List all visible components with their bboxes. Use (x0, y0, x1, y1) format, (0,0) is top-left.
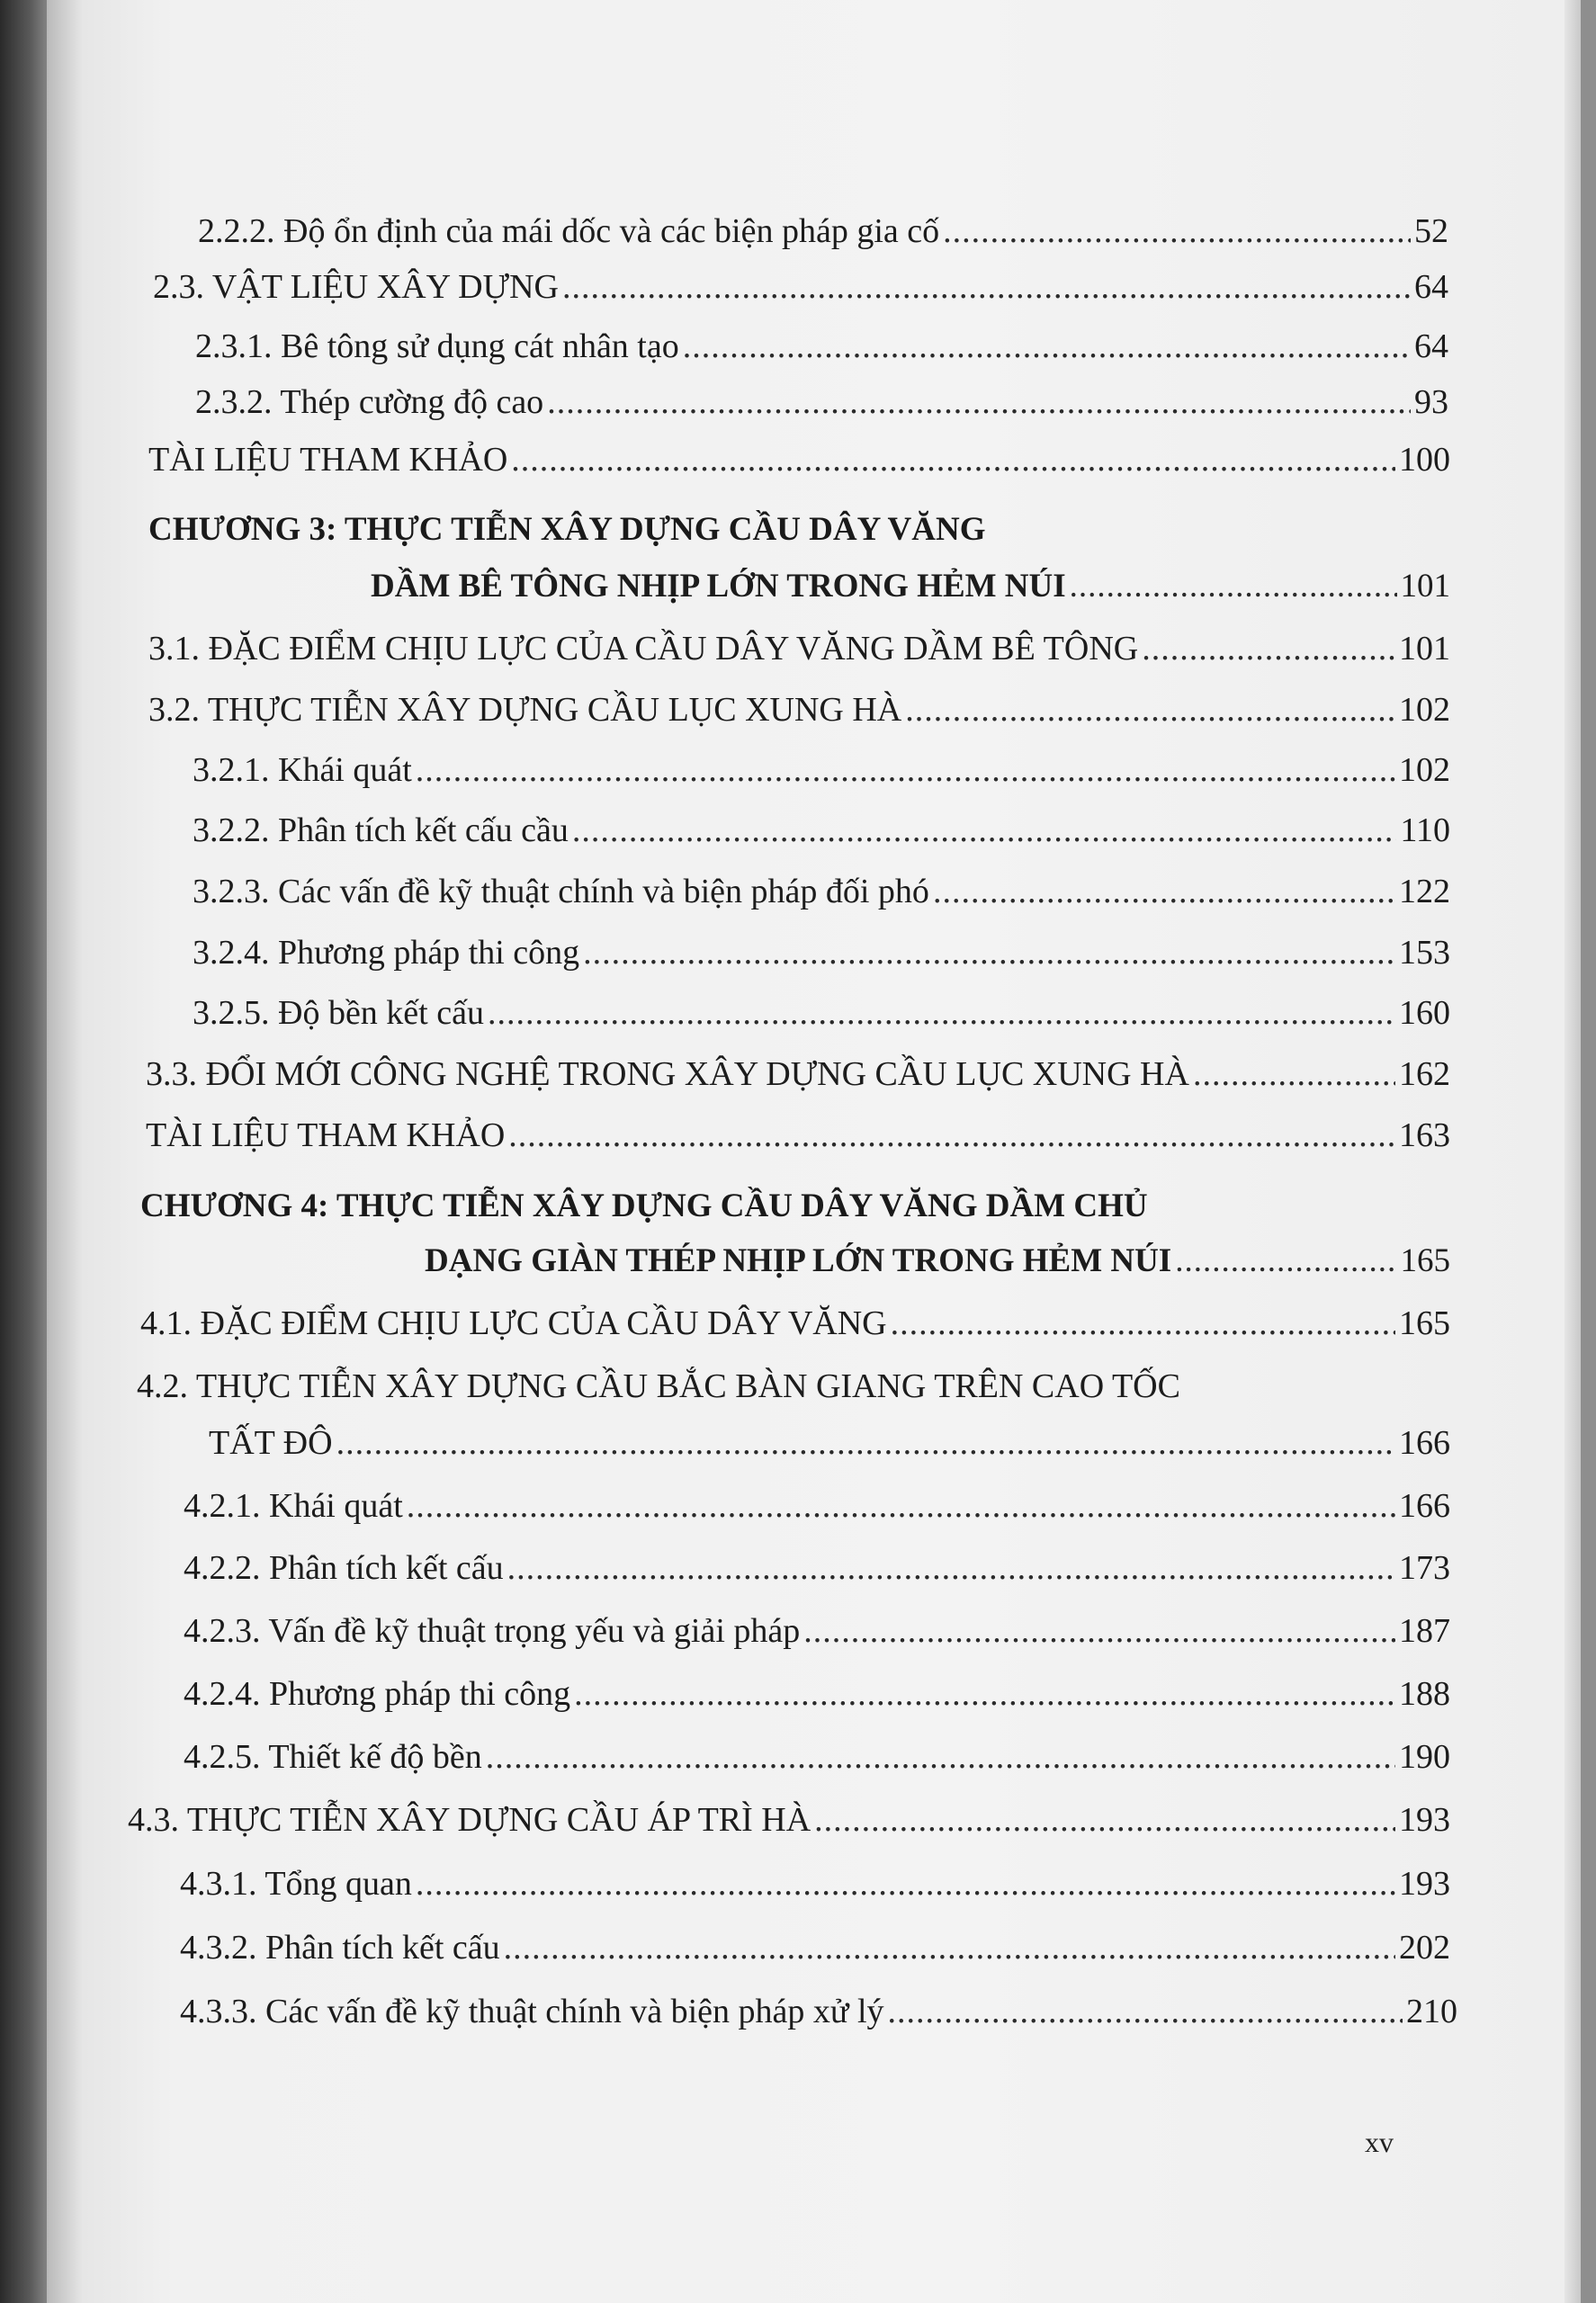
toc-entry-page: 165 (1399, 1304, 1450, 1342)
dot-leader (583, 936, 1395, 970)
dot-leader (504, 1931, 1395, 1965)
dot-leader (888, 1994, 1403, 2029)
toc-entry-label: 3.2.3. Các vấn đề kỹ thuật chính và biện pháp đối phó (193, 873, 929, 910)
toc-entry-4-2-2 (184, 1551, 1450, 1585)
toc-entry-label: 4.3.1. Tổng quan (180, 1865, 412, 1903)
dot-leader (562, 270, 1411, 304)
dot-leader (547, 385, 1411, 419)
book-page (47, 0, 1581, 2303)
toc-entry-label: 4.3.2. Phân tích kết cấu (180, 1929, 500, 1967)
toc-entry-page: 64 (1414, 327, 1448, 365)
dot-leader (572, 813, 1397, 847)
toc-entry-page: 52 (1414, 212, 1448, 250)
toc-entry-label: 4.2.5. Thiết kế độ bền (184, 1738, 482, 1776)
toc-entry-label: TÀI LIỆU THAM KHẢO (148, 441, 508, 479)
toc-entry-page: 193 (1399, 1865, 1450, 1903)
toc-entry-label: 3.2.2. Phân tích kết cấu cầu (193, 811, 569, 849)
toc-entry-2-3 (153, 270, 1448, 304)
toc-entry-3-3 (146, 1057, 1450, 1091)
toc-entry-3-2 (148, 693, 1450, 727)
toc-entry-label: 4.2.2. Phân tích kết cấu (184, 1549, 504, 1587)
dot-leader (336, 1426, 1395, 1460)
toc-entry-3-1 (148, 632, 1450, 666)
toc-entry-label: 2.3. VẬT LIỆU XÂY DỰNG (153, 268, 559, 306)
toc-entry-label: 3.3. ĐỔI MỚI CÔNG NGHỆ TRONG XÂY DỰNG CẦU LỤC XUNG HÀ (146, 1055, 1189, 1093)
toc-entry-page: 102 (1399, 691, 1450, 729)
dot-leader (683, 329, 1411, 363)
toc-entry-page: 110 (1400, 811, 1450, 849)
toc-entry-label: 3.1. ĐẶC ĐIỂM CHỊU LỰC CỦA CẦU DÂY VĂNG DẦM BÊ TÔNG (148, 630, 1139, 668)
toc-entry-3-2-1 (193, 753, 1450, 787)
dot-leader (891, 1306, 1395, 1340)
toc-entry-label: 4.2.3. Vấn đề kỹ thuật trọng yếu và giải pháp (184, 1612, 801, 1650)
toc-entry-3-2-2 (193, 813, 1450, 847)
dot-leader (933, 874, 1395, 909)
toc-entry-4-3-3 (180, 1994, 1457, 2029)
toc-entry-page: 163 (1399, 1116, 1450, 1154)
toc-entry-label: 2.2.2. Độ ổn định của mái dốc và các biện pháp gia cố (198, 212, 940, 250)
toc-entry-label: 3.2.1. Khái quát (193, 751, 412, 789)
dot-leader (511, 443, 1395, 477)
toc-entry-2-3-2 (195, 385, 1448, 419)
toc-entry-4-2 (209, 1426, 1450, 1460)
toc-entry-label: 4.3. THỰC TIỄN XÂY DỰNG CẦU ÁP TRÌ HÀ (128, 1801, 811, 1839)
toc-entry-page: 173 (1399, 1549, 1450, 1587)
dot-leader (1070, 569, 1397, 603)
toc-entry-page: 122 (1399, 873, 1450, 910)
toc-entry-page: 100 (1399, 441, 1450, 479)
toc-entry-2-3-1 (195, 329, 1448, 363)
toc-entry-references-ch3 (146, 1118, 1450, 1152)
toc-entry-label: 4.1. ĐẶC ĐIỂM CHỊU LỰC CỦA CẦU DÂY VĂNG (140, 1304, 887, 1342)
page-number: xv (1365, 2126, 1394, 2158)
toc-entry-page: 166 (1399, 1424, 1450, 1462)
dot-leader (488, 996, 1395, 1030)
toc-entry-3-2-3 (193, 874, 1450, 909)
dot-leader (486, 1740, 1395, 1774)
toc-entry-page: 153 (1399, 934, 1450, 972)
toc-entry-page: 160 (1399, 994, 1450, 1032)
dot-leader (574, 1677, 1395, 1711)
toc-entry-page: 210 (1406, 1993, 1457, 2030)
toc-entry-4-2-1 (184, 1489, 1450, 1523)
toc-entry-label: TẤT ĐÔ (209, 1424, 333, 1462)
toc-entry-4-3-1 (180, 1867, 1450, 1901)
dot-leader (943, 214, 1411, 248)
dot-leader (508, 1118, 1395, 1152)
dot-leader (1142, 632, 1395, 666)
dot-leader (416, 753, 1395, 787)
toc-entry-label: 4.2.4. Phương pháp thi công (184, 1675, 571, 1713)
toc-entry-label: 3.2.5. Độ bền kết cấu (193, 994, 484, 1032)
toc-entry-page: 193 (1399, 1801, 1450, 1839)
chapter-4-heading: CHƯƠNG 4: THỰC TIỄN XÂY DỰNG CẦU DÂY VĂNG DẦM CHỦ (140, 1187, 1148, 1224)
toc-entry-3-2-4 (193, 936, 1450, 970)
toc-entry-page: 162 (1399, 1055, 1450, 1093)
page-edge (1565, 0, 1581, 2303)
toc-entry-3-2-5 (193, 996, 1450, 1030)
toc-entry-chapter-3 (371, 569, 1450, 603)
toc-entry-page: 188 (1399, 1675, 1450, 1713)
toc-entry-page: 101 (1399, 630, 1450, 668)
toc-entry-label: DẦM BÊ TÔNG NHỊP LỚN TRONG HẺM NÚI (371, 568, 1066, 605)
toc-entry-label: 2.3.1. Bê tông sử dụng cát nhân tạo (195, 327, 679, 365)
toc-entry-label: 4.2.1. Khái quát (184, 1487, 403, 1525)
dot-leader (407, 1489, 1395, 1523)
toc-entry-4-1 (140, 1306, 1450, 1340)
toc-entry-4-3 (128, 1803, 1450, 1837)
dot-leader (507, 1551, 1395, 1585)
toc-entry-4-2-5 (184, 1740, 1450, 1774)
toc-entry-label: 3.2.4. Phương pháp thi công (193, 934, 580, 972)
toc-entry-page: 190 (1399, 1738, 1450, 1776)
toc-entry-page: 93 (1414, 383, 1448, 421)
dot-leader (416, 1867, 1395, 1901)
dot-leader (905, 693, 1395, 727)
toc-entry-page: 166 (1399, 1487, 1450, 1525)
toc-entry-page: 102 (1399, 751, 1450, 789)
toc-entry-label: TÀI LIỆU THAM KHẢO (146, 1116, 506, 1154)
dot-leader (814, 1803, 1395, 1837)
toc-entry-2-2-2 (198, 214, 1448, 248)
toc-entry-label: 3.2. THỰC TIỄN XÂY DỰNG CẦU LỤC XUNG HÀ (148, 691, 902, 729)
toc-entry-references-ch2 (148, 443, 1450, 477)
toc-entry-page: 202 (1399, 1929, 1450, 1967)
toc-entry-label: DẠNG GIÀN THÉP NHỊP LỚN TRONG HẺM NÚI (425, 1242, 1172, 1279)
toc-entry-page: 64 (1414, 268, 1448, 306)
toc-entry-4-2-heading: 4.2. THỰC TIỄN XÂY DỰNG CẦU BẮC BÀN GIANG TRÊN CAO TỐC (137, 1367, 1180, 1405)
toc-entry-page: 101 (1400, 568, 1450, 605)
toc-entry-label: 4.3.3. Các vấn đề kỹ thuật chính và biện pháp xử lý (180, 1993, 884, 2030)
toc-entry-4-2-3 (184, 1614, 1450, 1648)
dot-leader (803, 1614, 1395, 1648)
chapter-3-heading: CHƯƠNG 3: THỰC TIỄN XÂY DỰNG CẦU DÂY VĂNG (148, 511, 986, 548)
toc-entry-4-3-2 (180, 1931, 1450, 1965)
toc-entry-page: 165 (1400, 1242, 1450, 1279)
toc-entry-page: 187 (1399, 1612, 1450, 1650)
dot-leader (1193, 1057, 1395, 1091)
dot-leader (1175, 1244, 1396, 1277)
toc-entry-chapter-4 (425, 1244, 1450, 1277)
toc-entry-label: 2.3.2. Thép cường độ cao (195, 383, 544, 421)
toc-entry-4-2-4 (184, 1677, 1450, 1711)
